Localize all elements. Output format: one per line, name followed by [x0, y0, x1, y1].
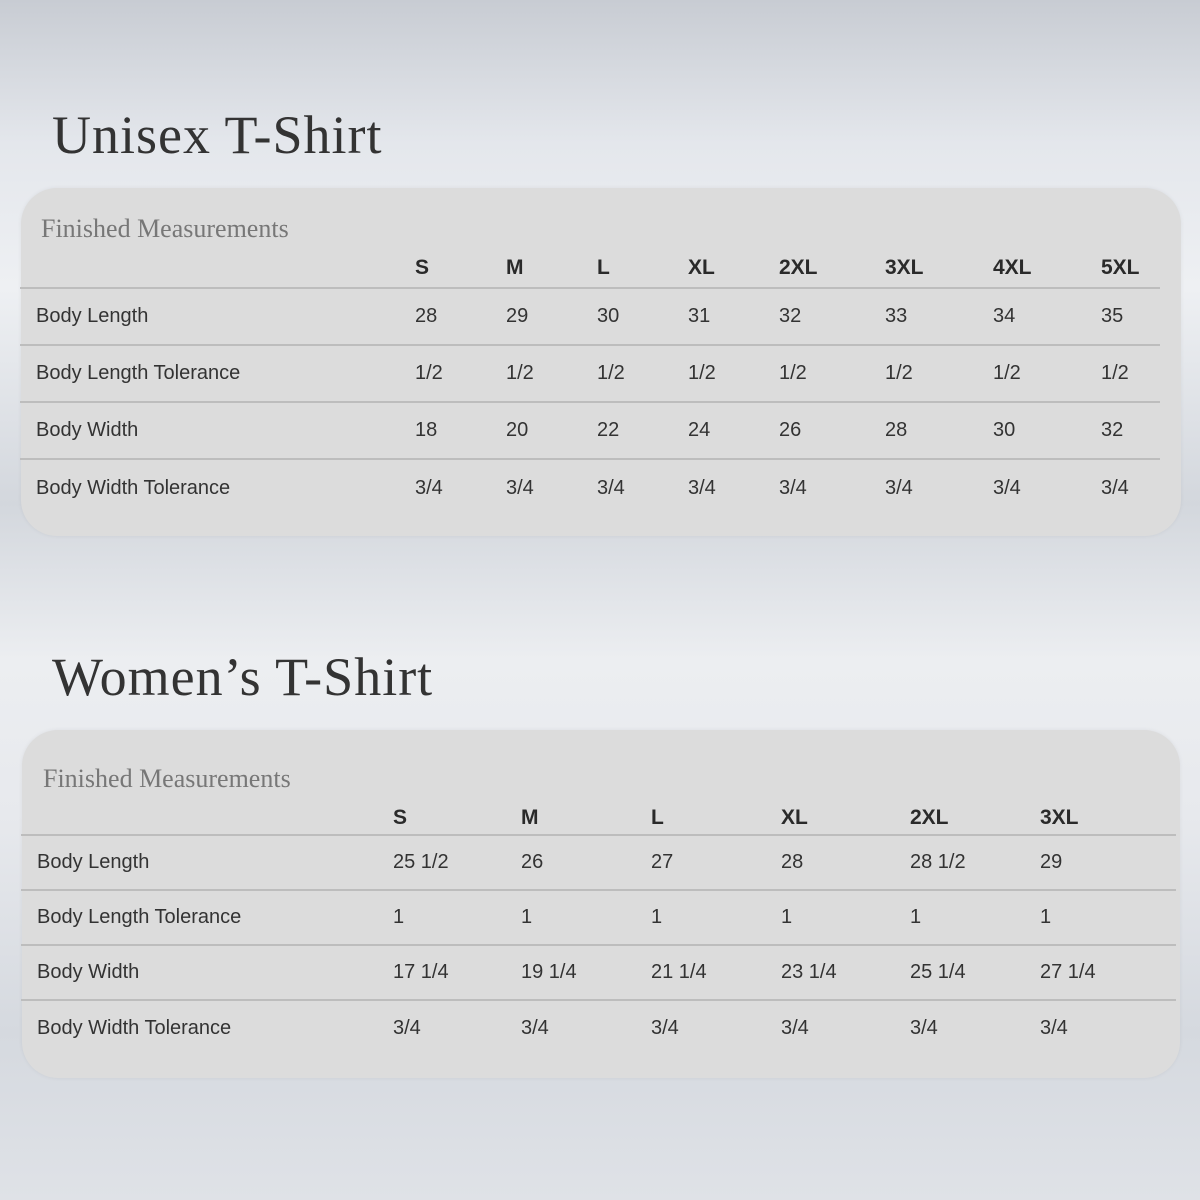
table-row: [20, 459, 1160, 516]
measurement-cell: 25 1/2: [393, 835, 521, 890]
measurement-cell: 1/2: [506, 345, 597, 402]
measurement-cell: 3/4: [688, 476, 716, 499]
table-row: [21, 835, 1176, 890]
table-row: [20, 402, 1160, 459]
measurement-cell: 33: [885, 288, 993, 345]
row-label: Body Width: [20, 402, 415, 459]
measurement-cell: 1/2: [885, 345, 993, 402]
womens-title: Women’s T-Shirt: [52, 647, 434, 707]
measurement-cell: 24: [688, 402, 779, 459]
measurement-cell: 1/2: [415, 345, 506, 402]
measurement-cell: 29: [1040, 835, 1176, 890]
measurement-cell: 27: [651, 835, 781, 890]
measurement-cell: 3/4: [651, 1016, 679, 1039]
measurement-cell: 3/4: [885, 476, 913, 499]
unisex-size-header: 4XL: [993, 248, 1101, 288]
table-row: [21, 945, 1176, 1000]
row-label: Body Width Tolerance: [37, 1016, 232, 1039]
unisex-size-header: XL: [688, 248, 779, 288]
unisex-size-header: S: [415, 248, 506, 288]
measurement-cell: 29: [506, 288, 597, 345]
measurement-cell: 21 1/4: [651, 945, 781, 1000]
measurement-cell: 3/4: [910, 1016, 938, 1039]
row-label: Body Width: [21, 945, 393, 1000]
womens-size-header: S: [393, 802, 521, 835]
measurement-cell: 1/2: [993, 345, 1101, 402]
measurement-cell: 32: [779, 288, 885, 345]
measurement-cell: 1: [393, 890, 521, 945]
measurement-cell: 3/4: [415, 476, 443, 499]
womens-size-header: 2XL: [910, 802, 1040, 835]
measurement-cell: 1: [521, 890, 651, 945]
womens-header-blank: [21, 802, 393, 835]
measurement-cell: 1/2: [597, 345, 688, 402]
measurement-cell: 23 1/4: [781, 945, 910, 1000]
measurement-cell: 1: [910, 890, 1040, 945]
measurement-cell: 1: [781, 890, 910, 945]
unisex-size-header: M: [506, 248, 597, 288]
measurement-cell: 31: [688, 288, 779, 345]
unisex-size-header: L: [597, 248, 688, 288]
measurement-cell: 20: [506, 402, 597, 459]
womens-size-header: L: [651, 802, 781, 835]
measurement-cell: 25 1/4: [910, 945, 1040, 1000]
measurement-cell: 28: [415, 288, 506, 345]
unisex-subtitle: Finished Measurements: [41, 214, 289, 243]
row-label: Body Length Tolerance: [20, 345, 415, 402]
measurement-cell: 3/4: [993, 476, 1021, 499]
unisex-size-header: 3XL: [885, 248, 993, 288]
unisex-header-row: [20, 248, 1160, 288]
row-label: Body Width Tolerance: [36, 476, 231, 499]
unisex-size-header: 5XL: [1101, 248, 1160, 288]
unisex-size-table: [20, 248, 1160, 516]
measurement-cell: 1: [1040, 890, 1176, 945]
measurement-cell: 3/4: [521, 1016, 549, 1039]
row-label: Body Length: [20, 288, 415, 345]
measurement-cell: 3/4: [597, 476, 625, 499]
measurement-cell: 3/4: [393, 1016, 421, 1039]
measurement-cell: 26: [521, 835, 651, 890]
womens-size-header: XL: [781, 802, 910, 835]
womens-size-header: M: [521, 802, 651, 835]
measurement-cell: 19 1/4: [521, 945, 651, 1000]
unisex-title: Unisex T-Shirt: [52, 105, 383, 165]
womens-size-header: 3XL: [1040, 802, 1176, 835]
measurement-cell: 17 1/4: [393, 945, 521, 1000]
measurement-cell: 3/4: [779, 476, 807, 499]
womens-subtitle: Finished Measurements: [43, 764, 291, 793]
unisex-header-blank: [20, 248, 415, 288]
row-label: Body Length Tolerance: [21, 890, 393, 945]
measurement-cell: 3/4: [781, 1016, 809, 1039]
measurement-cell: 34: [993, 288, 1101, 345]
measurement-cell: 3/4: [506, 476, 534, 499]
measurement-cell: 28: [885, 402, 993, 459]
measurement-cell: 35: [1101, 288, 1160, 345]
measurement-cell: 32: [1101, 402, 1160, 459]
measurement-cell: 3/4: [1040, 1016, 1068, 1039]
measurement-cell: 28 1/2: [910, 835, 1040, 890]
womens-header-row: [21, 802, 1176, 835]
measurement-cell: 27 1/4: [1040, 945, 1176, 1000]
table-row: [20, 288, 1160, 345]
measurement-cell: 1: [651, 890, 781, 945]
measurement-cell: 30: [993, 402, 1101, 459]
unisex-size-header: 2XL: [779, 248, 885, 288]
table-row: [20, 345, 1160, 402]
table-row: [21, 890, 1176, 945]
table-row: [21, 1000, 1176, 1055]
measurement-cell: 1/2: [779, 345, 885, 402]
measurement-cell: 1/2: [1101, 345, 1160, 402]
measurement-cell: 22: [597, 402, 688, 459]
measurement-cell: 3/4: [1101, 476, 1129, 499]
measurement-cell: 18: [415, 402, 506, 459]
measurement-cell: 30: [597, 288, 688, 345]
measurement-cell: 26: [779, 402, 885, 459]
measurement-cell: 28: [781, 835, 910, 890]
womens-size-table: [21, 802, 1176, 1055]
measurement-cell: 1/2: [688, 345, 779, 402]
row-label: Body Length: [21, 835, 393, 890]
